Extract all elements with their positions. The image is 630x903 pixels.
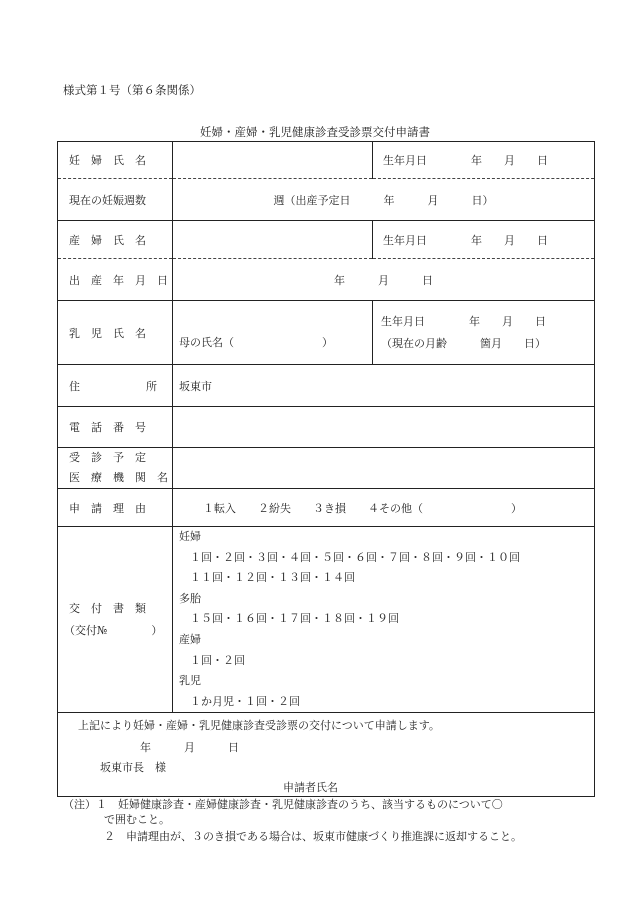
doc-line: 妊婦 [179, 530, 201, 543]
doc-line: 乳児 [179, 674, 201, 688]
row-mother-name [58, 221, 595, 259]
field-documents[interactable] [173, 527, 595, 713]
declaration-mayor: 坂東市長 様 [100, 761, 166, 775]
row-phone [58, 407, 595, 448]
doc-line[interactable]: １か月児・１回・２回 [179, 694, 300, 708]
row-clinic [58, 448, 595, 489]
declaration-applicant: 申請者氏名 [283, 781, 338, 795]
doc-line[interactable]: １１回・１２回・１３回・１４回 [179, 571, 355, 585]
field-mother-name[interactable] [173, 221, 373, 259]
field-pregnant-name[interactable] [173, 142, 373, 179]
note-1: （注）１ 妊婦健康診査・産婦健康診査・乳児健康診査のうち、該当するものについて〇 [63, 798, 503, 811]
label-documents-main: 交 付 書 類 [69, 601, 146, 615]
field-clinic[interactable] [173, 448, 595, 489]
label-pregnancy-weeks: 現在の妊娠週数 [58, 179, 173, 221]
label-clinic [58, 448, 173, 489]
row-reason [58, 489, 595, 527]
label-delivery-date: 出 産 年 月 日 [58, 259, 173, 301]
row-pregnant-name [58, 142, 595, 179]
label-pregnant-name: 妊 婦 氏 名 [58, 142, 173, 179]
field-reason[interactable]: １転入 ２紛失 ３き損 ４その他（ ） [173, 489, 595, 527]
row-delivery-date [58, 259, 595, 301]
doc-line[interactable]: １５回・１６回・１７回・１８回・１９回 [179, 612, 399, 626]
declaration-text: 上記により妊婦・産婦・乳児健康診査受診票の交付について申請します。 [78, 719, 440, 733]
row-infant-name [58, 301, 595, 365]
declaration-date[interactable]: 年 月 日 [140, 741, 239, 755]
field-infant-birthdate[interactable] [373, 301, 595, 365]
doc-line[interactable]: １回・２回 [179, 653, 245, 667]
label-documents-number: （交付№ ） [64, 623, 163, 637]
doc-line: 多胎 [179, 591, 201, 605]
application-table [57, 141, 595, 797]
label-mother-name: 産 婦 氏 名 [58, 221, 173, 259]
form-title: 妊婦・産婦・乳児健康診査受診票交付申請書 [200, 125, 430, 139]
field-infant-mother-name[interactable]: 母の氏名（ ） [173, 301, 373, 365]
infant-birth-text: 生年月日 年 月 日 [381, 314, 546, 328]
note-1-cont: で囲むこと。 [104, 813, 170, 826]
label-documents [58, 527, 173, 713]
note-2: ２ 申請理由が、３のき損である場合は、坂東市健康づくり推進課に返却すること。 [104, 830, 522, 843]
infant-age-text: （現在の月齢 箇月 日） [381, 336, 546, 350]
label-phone: 電 話 番 号 [58, 407, 173, 448]
field-delivery-date[interactable]: 年 月 日 [173, 259, 595, 301]
row-declaration [58, 713, 595, 797]
declaration-box [58, 713, 595, 797]
row-documents [58, 527, 595, 713]
doc-line: 産婦 [179, 632, 201, 646]
field-pregnant-birthdate[interactable]: 生年月日 年 月 日 [373, 142, 595, 179]
field-address[interactable]: 坂東市 [173, 365, 595, 407]
label-clinic-line2: 医 療 機 関 名 [69, 471, 168, 484]
label-clinic-line1: 受 診 予 定 [69, 451, 146, 464]
label-reason: 申 請 理 由 [58, 489, 173, 527]
form-number: 様式第１号（第６条関係） [63, 83, 201, 97]
row-pregnancy-weeks [58, 179, 595, 221]
doc-line[interactable]: １回・２回・３回・４回・５回・６回・７回・８回・９回・１０回 [179, 550, 520, 564]
label-infant-name: 乳 児 氏 名 [58, 301, 173, 365]
field-phone[interactable] [173, 407, 595, 448]
row-address [58, 365, 595, 407]
field-mother-birthdate[interactable]: 生年月日 年 月 日 [373, 221, 595, 259]
label-address: 住 所 [58, 365, 173, 407]
field-pregnancy-weeks[interactable]: 週（出産予定日 年 月 日） [173, 179, 595, 221]
